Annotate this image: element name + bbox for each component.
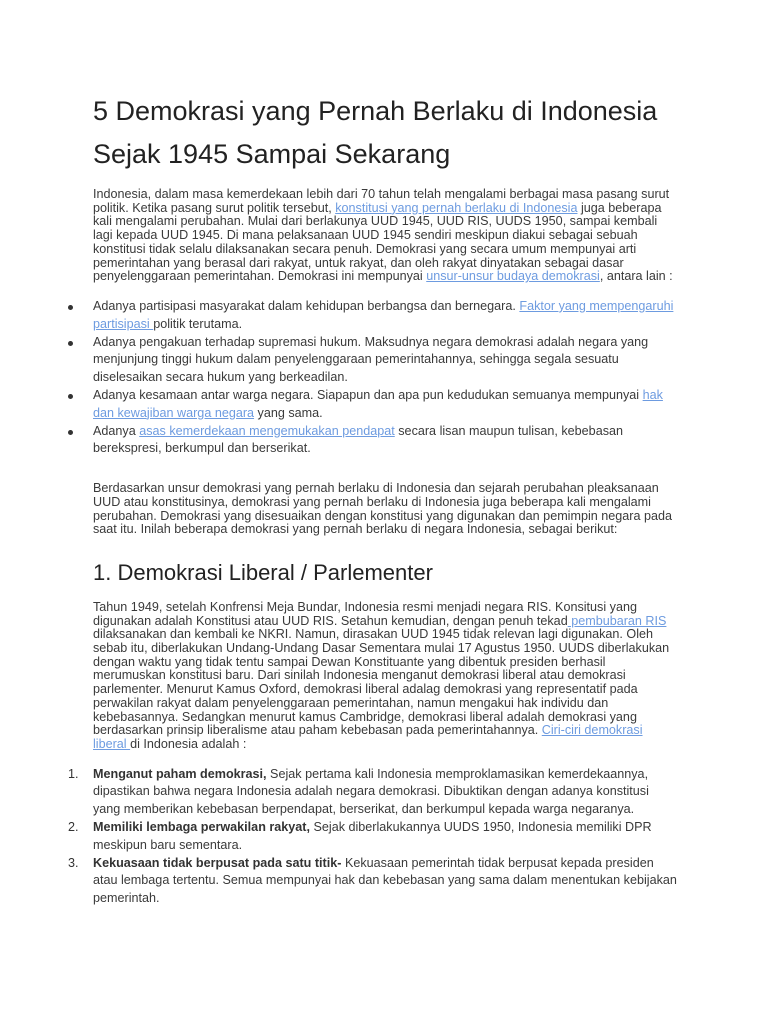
list-item-text: Adanya partisipasi masyarakat dalam kehidupan berbangsa dan bernegara. [93, 298, 520, 313]
list-item [93, 423, 678, 459]
section-heading: 1. Demokrasi Liberal / Parlementer [93, 559, 433, 585]
list-item-text: Adanya [93, 423, 140, 438]
intro-text-2: juga beberapa kali mengalami perubahan. Mulai dari berlakunya UUD 1945, UUD RIS, UUDS 1950, sampai kembali lagi kepada UUD 1945. Di mana pelaksanaan UUD 1945 sendiri meskipun diakui sebagai sebuah konstitusi tidak selalu dilaksanakan secara penuh. Demokrasi yang secara umum mempunyai arti pemerintahan yang berasal dari rakyat, untuk rakyat, dan oleh rakyat dinyatakan sebagai dasar penyelenggaraan pemerintahan. Demokrasi ini mempunyai [93, 200, 662, 284]
list-item-text: Adanya pengakuan terhadap supremasi hukum. Maksudnya negara demokrasi adalah negara yang menjunjung tinggi hukum dalam penyelenggaraan pemerintahannya, sehingga segala sesuatu diselesaikan secara hukum yang berkeadilan. [93, 334, 649, 385]
list-number: 3. [68, 855, 79, 870]
bullet-icon [68, 394, 73, 399]
link-unsur-budaya-demokrasi[interactable]: unsur-unsur budaya demokrasi [426, 269, 600, 284]
link-konstitusi[interactable]: konstitusi yang pernah berlaku di Indonesia [335, 200, 578, 215]
section-text-3: di Indonesia adalah : [130, 736, 247, 751]
intro-text-1: Indonesia, dalam masa kemerdekaan lebih dari 70 tahun telah mengalami berbagai masa pasang surut politik. Ketika pasang surut politik tersebut, [93, 187, 670, 215]
list-item-text: Sejak diberlakukannya UUDS 1950, Indonesia memiliki DPR meskipun baru sementara. [93, 820, 652, 852]
list-item-text: Kekuasaan pemerintah tidak berpusat kepada presiden atau lembaga tertentu. Semua mempunyai hak dan kebebasan yang sama dalam menentukan kebijakan pemerintah. [93, 855, 677, 906]
bullet-icon [68, 430, 73, 435]
link-asas-kemerdekaan[interactable]: asas kemerdekaan mengemukakan pendapat [139, 423, 395, 438]
link-hak-kewajiban[interactable]: hak dan kewajiban warga negara [93, 387, 663, 420]
article-body [68, 90, 678, 908]
list-item [93, 387, 678, 423]
list-item [93, 334, 678, 387]
list-item-text: Sejak pertama kali Indonesia memproklamasikan kemerdekaannya, dipastikan bahwa negara Indonesia adalah negara demokrasi. Dibuktikan dengan adanya konstitusi yang memberikan kebebasan berpendapat, berserikat, dan berkumpul kepada warga negaranya. [93, 766, 649, 817]
list-item [93, 298, 678, 334]
page-title: 5 Demokrasi yang Pernah Berlaku di Indonesia Sejak 1945 Sampai Sekarang [93, 96, 658, 169]
list-item-bold: Menganut paham demokrasi, [93, 766, 267, 781]
list-number: 1. [68, 766, 79, 781]
intro-text-3: , antara lain : [599, 269, 673, 284]
bullet-icon [68, 305, 73, 310]
link-faktor-partisipasi[interactable]: Faktor yang mempengaruhi partisipasi [93, 298, 674, 331]
section-text-1: Tahun 1949, setelah Konfrensi Meja Bundar, Indonesia resmi menjadi negara RIS. Konsitusi yang digunakan adalah Konstitusi atau UUD RIS. Setahun kemudian, dengan penuh tekad [93, 599, 637, 628]
link-pembubaran-ris[interactable]: pembubaran RIS [567, 613, 667, 628]
list-item-text: Adanya kesamaan antar warga negara. Siapapun dan apa pun kedudukan semuanya mempunyai [93, 387, 643, 402]
bullet-icon [68, 341, 73, 346]
list-number: 2. [68, 820, 79, 835]
body-paragraph: Berdasarkan unsur demokrasi yang pernah berlaku di Indonesia dan sejarah perubahan pleaksanaan UUD atau konstitusinya, demokrasi yang pernah berlaku di Indonesia juga beberapa kali mengalami perubahan. Demokrasi yang disesuaikan dengan konstitusi yang digunakan dan pemimpin negara pada saat itu. Inilah beberapa demokrasi yang pernah berlaku di negara Indonesia, sebagai berikut: [93, 481, 673, 537]
list-item-text: secara lisan maupun tulisan, kebebasan berekspresi, berkumpul dan berserikat. [93, 423, 623, 456]
list-item [68, 855, 678, 908]
section-text-2: dilaksanakan dan kembali ke NKRI. Namun, dirasakan UUD 1945 tidak relevan lagi digunakan. Oleh sebab itu, diberlakukan Undang-Undang Dasar Sementara mulai 17 Agustus 1950. UUDS diberlakukan dengan waktu yang tidak tentu sampai Dewan Konstituante yang dibentuk presiden berhasil merumuskan konstitusi baru. Dari sinilah Indonesia menganut demokrasi liberal atau demokrasi parlementer. Menurut Kamus Oxford, demokrasi liberal adalag demokrasi yang representatif pada perwakilan rakyat dalam penyelenggaraan pemerintahan, namun mengakui hak individu dan kebebasannya. Sedangkan menurut kamus Cambridge, demokrasi liberal adalah demokrasi yang berdasarkan prinsip liberalisme atau paham kebebasan pada pemerintahannya. [93, 627, 670, 738]
section-paragraph [93, 601, 678, 752]
numbered-list [68, 766, 678, 908]
list-item [68, 766, 678, 819]
list-item [68, 819, 678, 855]
list-item-text: yang sama. [254, 405, 323, 420]
list-item-bold: Kekuasaan tidak berpusat pada satu titik- [93, 855, 342, 870]
link-ciri-demokrasi-liberal[interactable]: Ciri-ciri demokrasi liberal [93, 723, 643, 751]
list-item-text: politik terutama. [153, 316, 243, 331]
list-item-bold: Memiliki lembaga perwakilan rakyat, [93, 820, 310, 835]
bullet-list [93, 298, 678, 458]
intro-paragraph [93, 188, 678, 284]
